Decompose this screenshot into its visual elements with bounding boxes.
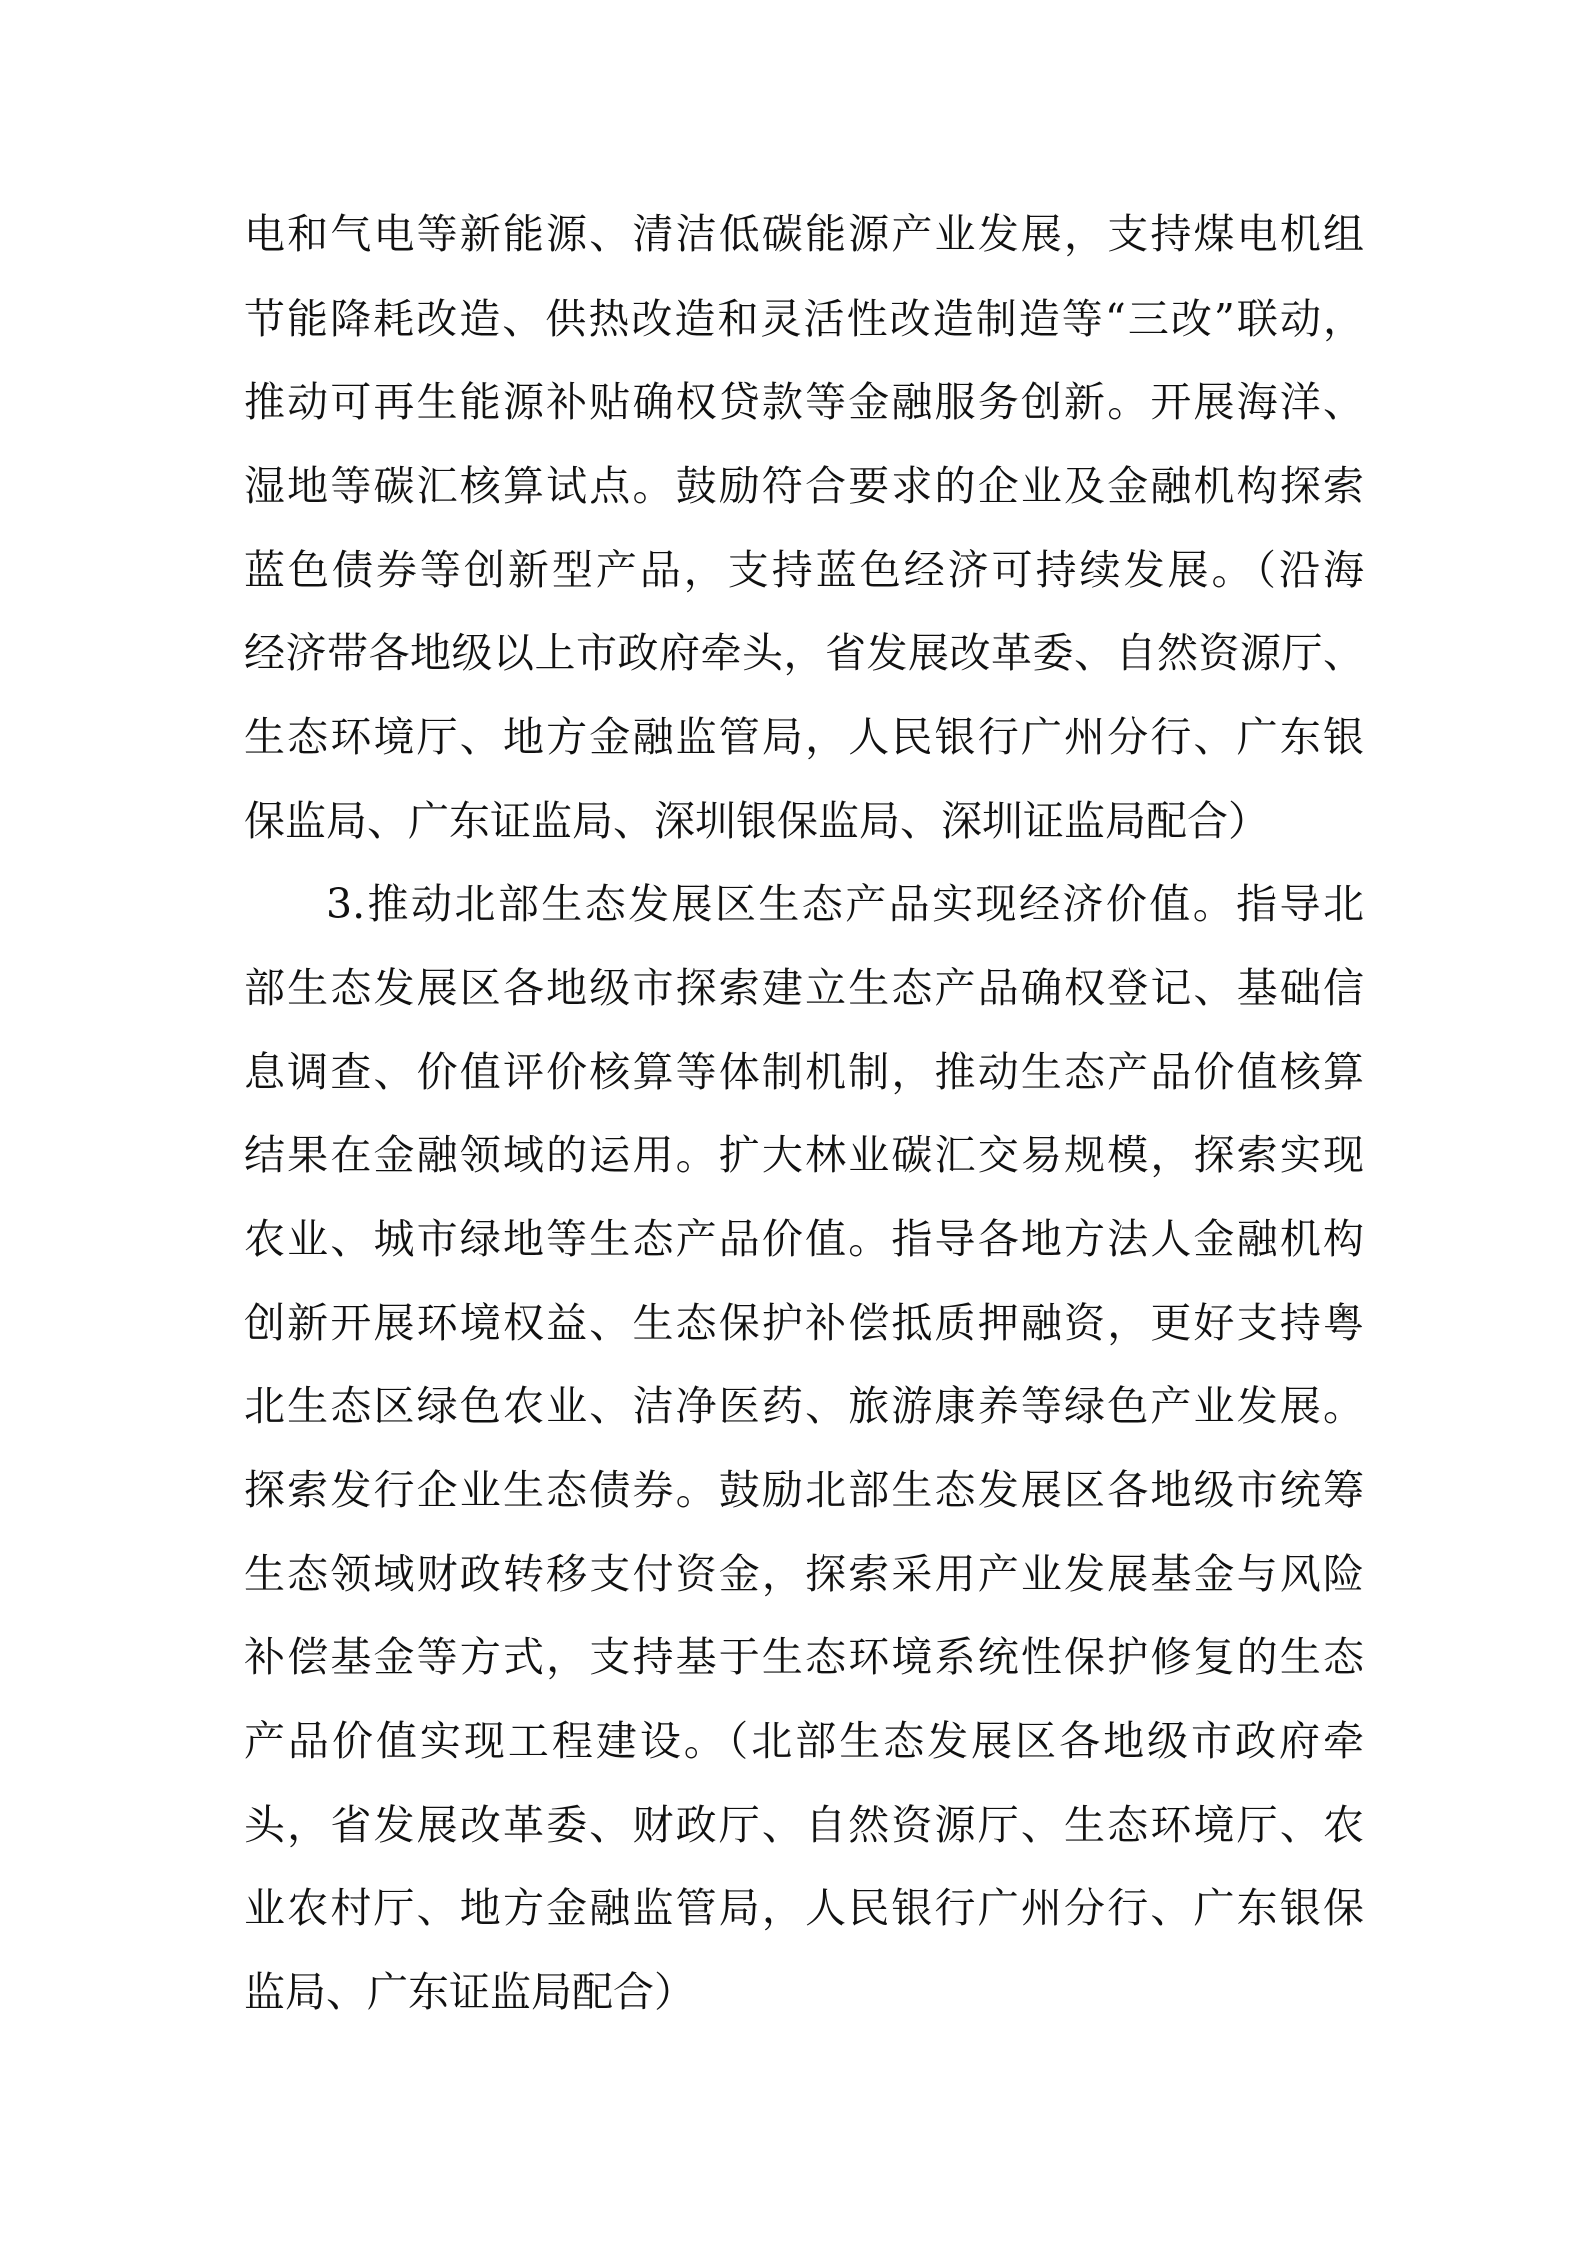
paragraph-line: 创新开展环境权益、生态保护补偿抵质押融资，更好支持粤 (244, 1299, 1364, 1347)
paragraph-line: 产品价值实现工程建设。（北部生态发展区各地级市政府牵 (244, 1717, 1364, 1765)
paragraph-line: 结果在金融领域的运用。扩大林业碳汇交易规模，探索实现 (244, 1131, 1364, 1179)
paragraph-line: 生态领域财政转移支付资金，探索采用产业发展基金与风险 (244, 1550, 1364, 1598)
paragraph-line: 部生态发展区各地级市探索建立生态产品确权登记、基础信 (244, 964, 1364, 1012)
paragraph-line: 息调查、价值评价核算等体制机制，推动生态产品价值核算 (244, 1048, 1364, 1096)
paragraph-line: 推动可再生能源补贴确权贷款等金融服务创新。开展海洋、 (244, 378, 1364, 426)
paragraph-line: 补偿基金等方式，支持基于生态环境系统性保护修复的生态 (244, 1633, 1364, 1681)
paragraph-line: 湿地等碳汇核算试点。鼓励符合要求的企业及金融机构探索 (244, 462, 1364, 510)
paragraph-line: 监局、广东证监局配合） (244, 1968, 695, 2016)
paragraph-line: 北生态区绿色农业、洁净医药、旅游康养等绿色产业发展。 (244, 1382, 1364, 1430)
paragraph-line: 业农村厅、地方金融监管局，人民银行广州分行、广东银保 (244, 1884, 1364, 1932)
paragraph-line: 经济带各地级以上市政府牵头，省发展改革委、自然资源厅、 (244, 629, 1364, 677)
paragraph-line: 头，省发展改革委、财政厅、自然资源厅、生态环境厅、农 (244, 1801, 1364, 1849)
paragraph-line: 蓝色债券等创新型产品，支持蓝色经济可持续发展。（沿海 (244, 546, 1364, 594)
paragraph-line: 探索发行企业生态债券。鼓励北部生态发展区各地级市统筹 (244, 1466, 1364, 1514)
paragraph-line: 生态环境厅、地方金融监管局，人民银行广州分行、广东银 (244, 713, 1364, 761)
paragraph-line: 电和气电等新能源、清洁低碳能源产业发展，支持煤电机组 (244, 210, 1364, 258)
paragraph-line: 保监局、广东证监局、深圳银保监局、深圳证监局配合） (244, 797, 1269, 845)
section-heading-line: 3.推动北部生态发展区生态产品实现经济价值。指导北 (326, 880, 1364, 928)
paragraph-line: 农业、城市绿地等生态产品价值。指导各地方法人金融机构 (244, 1215, 1364, 1263)
paragraph-line: 节能降耗改造、供热改造和灵活性改造制造等“三改”联动， (244, 295, 1364, 343)
